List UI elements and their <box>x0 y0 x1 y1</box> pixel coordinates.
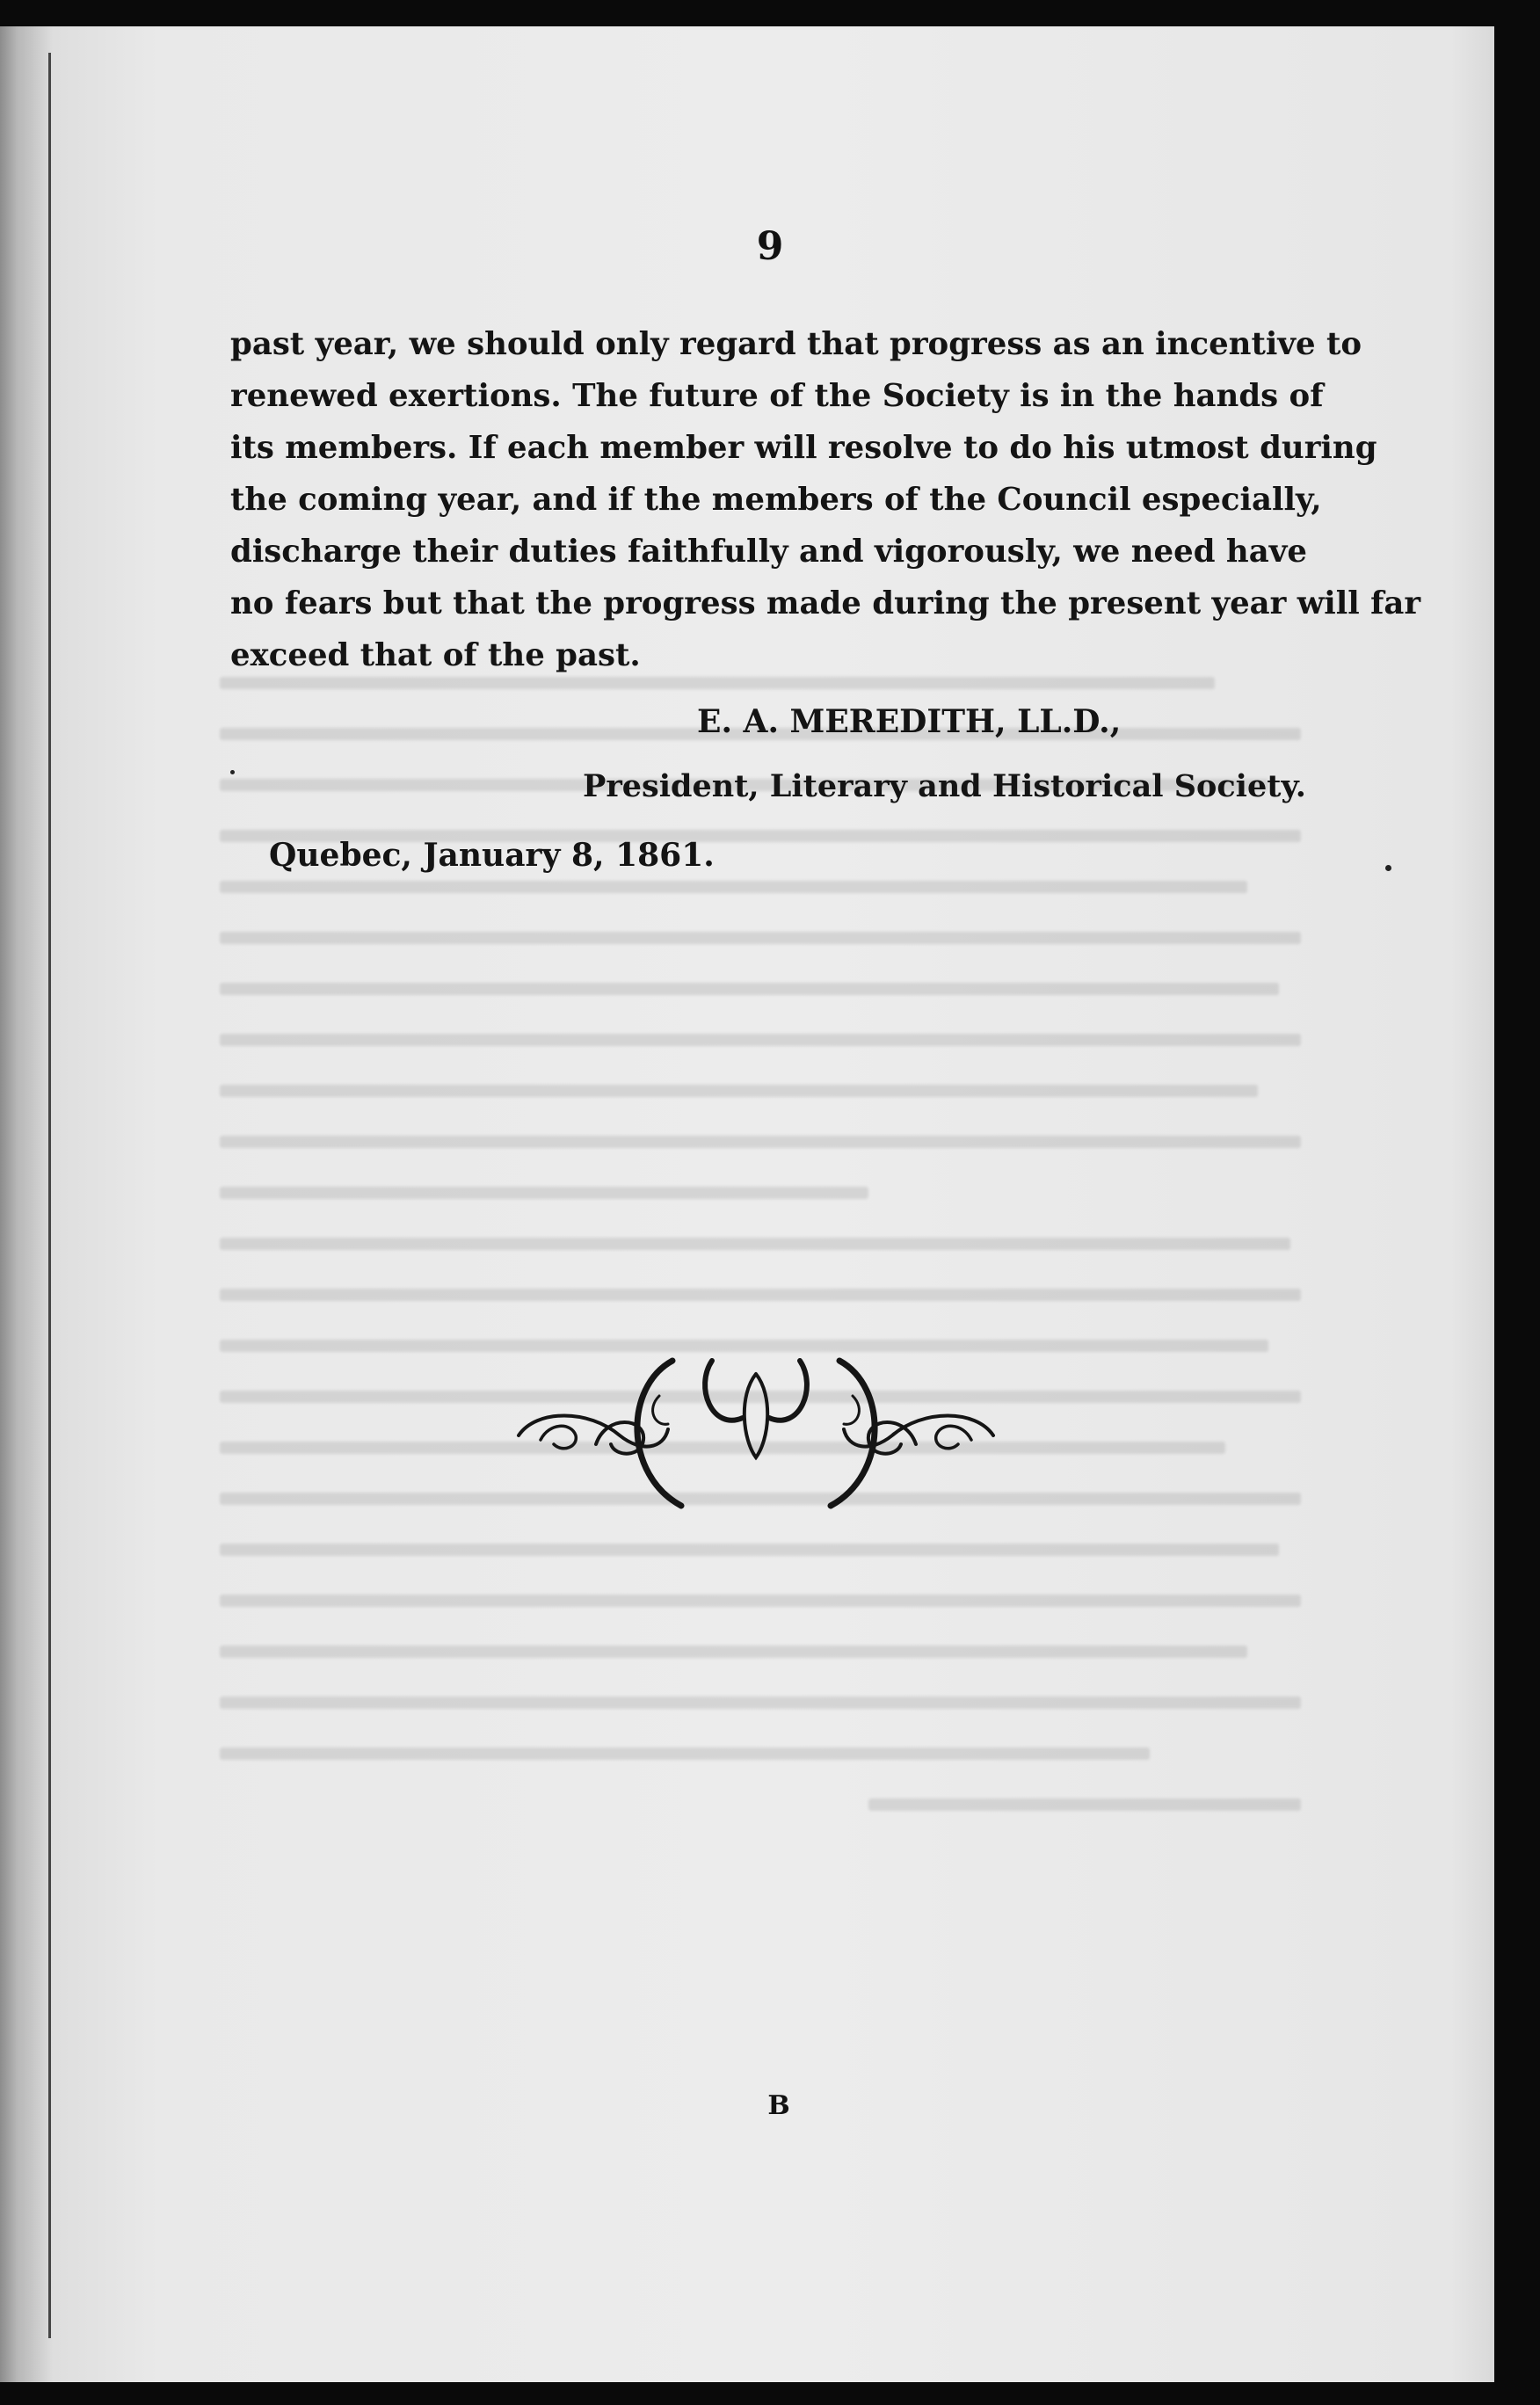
body-line: exceed that of the past. <box>230 637 641 673</box>
body-line: past year, we should only regard that progress as an incentive to <box>230 326 1362 362</box>
body-paragraph <box>230 318 1421 681</box>
binding-shadow <box>0 26 53 2382</box>
ink-speck <box>230 770 235 774</box>
body-line: no fears but that the progress made during the present year will far <box>230 585 1421 621</box>
author-signature: E. A. MEREDITH, LL.D., <box>697 703 1122 740</box>
body-line: renewed exertions. The future of the Society is in the hands of <box>230 378 1324 414</box>
scroll-flourish-icon <box>492 1326 1020 1528</box>
dateline: Quebec, January 8, 1861. <box>269 837 715 874</box>
page-number: 9 <box>756 224 784 269</box>
signature-mark: B <box>767 2090 790 2121</box>
ink-speck <box>1385 865 1391 871</box>
body-line: the coming year, and if the members of the Council especially, <box>230 482 1322 518</box>
body-line: its members. If each member will resolve to do his utmost during <box>230 430 1377 466</box>
gutter-line <box>48 53 51 2338</box>
author-affiliation: President, Literary and Historical Society. <box>583 768 1306 804</box>
body-line: discharge their duties faithfully and vigorously, we need have <box>230 534 1307 570</box>
